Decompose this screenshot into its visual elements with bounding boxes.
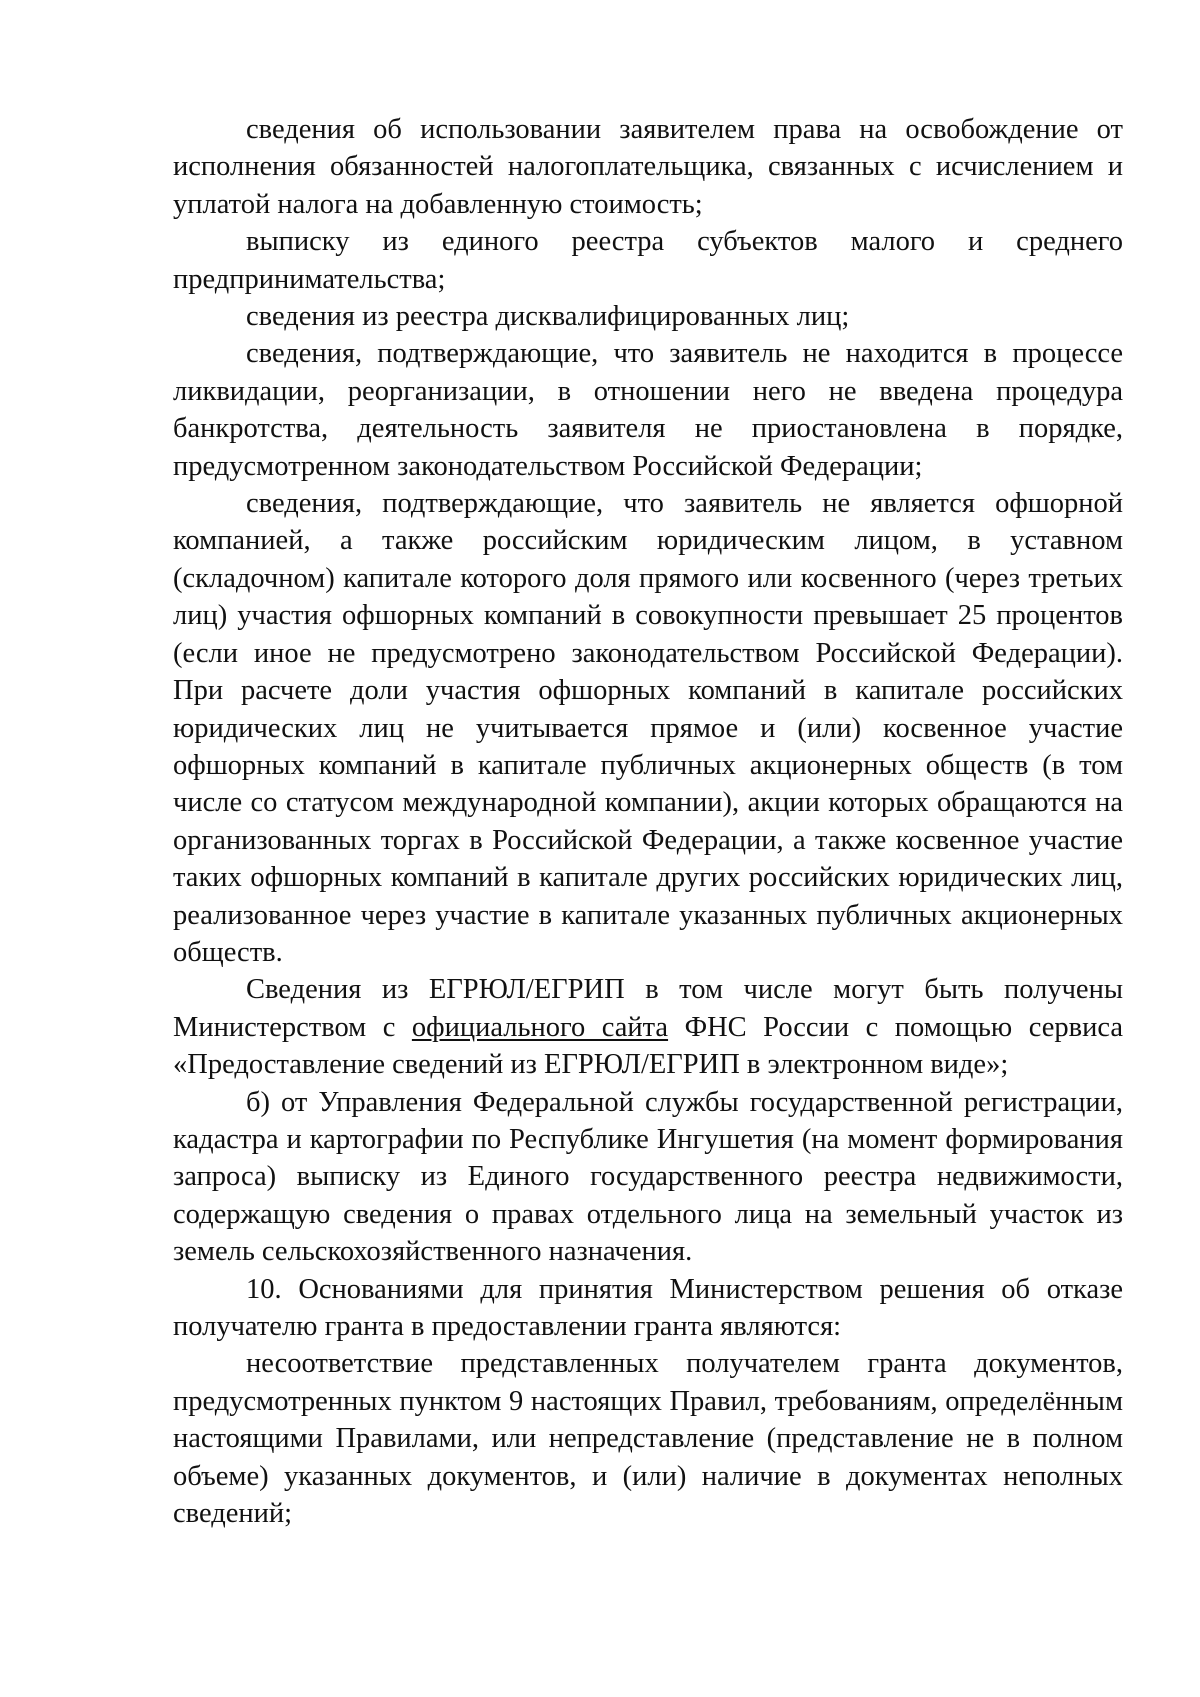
- paragraph-refusal-grounds: 10. Основаниями для принятия Министерством решения об отказе получателю гранта в предоставлении гранта являются:: [173, 1273, 1123, 1342]
- document-page: [173, 111, 1123, 1532]
- paragraph-nonconformity: несоответствие представленных получателем гранта документов, предусмотренных пунктом 9 настоящих Правил, требованиям, определённым настоящими Правилами, или непредставление (представление не в полном объеме) указанных документов, и (или) наличие в документах неполных сведений;: [173, 1348, 1123, 1530]
- egrul-text-after: ФНС России с помощью сервиса «Предоставление сведений из ЕГРЮЛ/ЕГРИП в электронном виде»;: [173, 1011, 1123, 1081]
- paragraph-offshore: сведения, подтверждающие, что заявитель не является офшорной компанией, а также российским юридическим лицом, в уставном (складочном) капитале которого доля прямого или косвенного (через третьих лиц) участия офшорных компаний в совокупности превышает 25 процентов (если иное не предусмотрено законодательством Российской Федерации). При расчете доли участия офшорных компаний в капитале российских юридических лиц не учитывается прямое и (или) косвенное участие офшорных компаний в капитале публичных акционерных обществ (в том числе со статусом международной компании), акции которых обращаются на организованных торгах в Российской Федерации, а также косвенное участие таких офшорных компаний в капитале других российских юридических лиц, реализованное через участие в капитале указанных публичных акционерных обществ.: [173, 488, 1123, 968]
- paragraph-egrul-source: [173, 971, 1123, 1083]
- paragraph-vat-exemption: сведения об использовании заявителем права на освобождение от исполнения обязанностей налогоплательщика, связанных с исчислением и уплатой налога на добавленную стоимость;: [173, 114, 1123, 220]
- paragraph-disqualified-registry: сведения из реестра дисквалифицированных лиц;: [246, 301, 850, 333]
- paragraph-rosreestr: б) от Управления Федеральной службы государственной регистрации, кадастра и картографии по Республике Ингушетия (на момент формирования запроса) выписку из Единого государственного реестра недвижимости, содержащую сведения о правах отдельного лица на земельный участок из земель сельскохозяйственного назначения.: [173, 1086, 1123, 1268]
- official-site-link[interactable]: официального сайта: [411, 1011, 669, 1043]
- paragraph-sme-registry: выписку из единого реестра субъектов малого и среднего предпринимательства;: [173, 226, 1123, 295]
- egrul-text-before: Сведения из ЕГРЮЛ/ЕГРИП в том числе могут быть получены Министерством с: [173, 974, 1123, 1043]
- paragraph-liquidation: сведения, подтверждающие, что заявитель не находится в процессе ликвидации, реорганизации, в отношении него не введена процедура банкротства, деятельность заявителя не приостановлена в порядке, предусмотренном законодательством Российской Федерации;: [173, 338, 1123, 482]
